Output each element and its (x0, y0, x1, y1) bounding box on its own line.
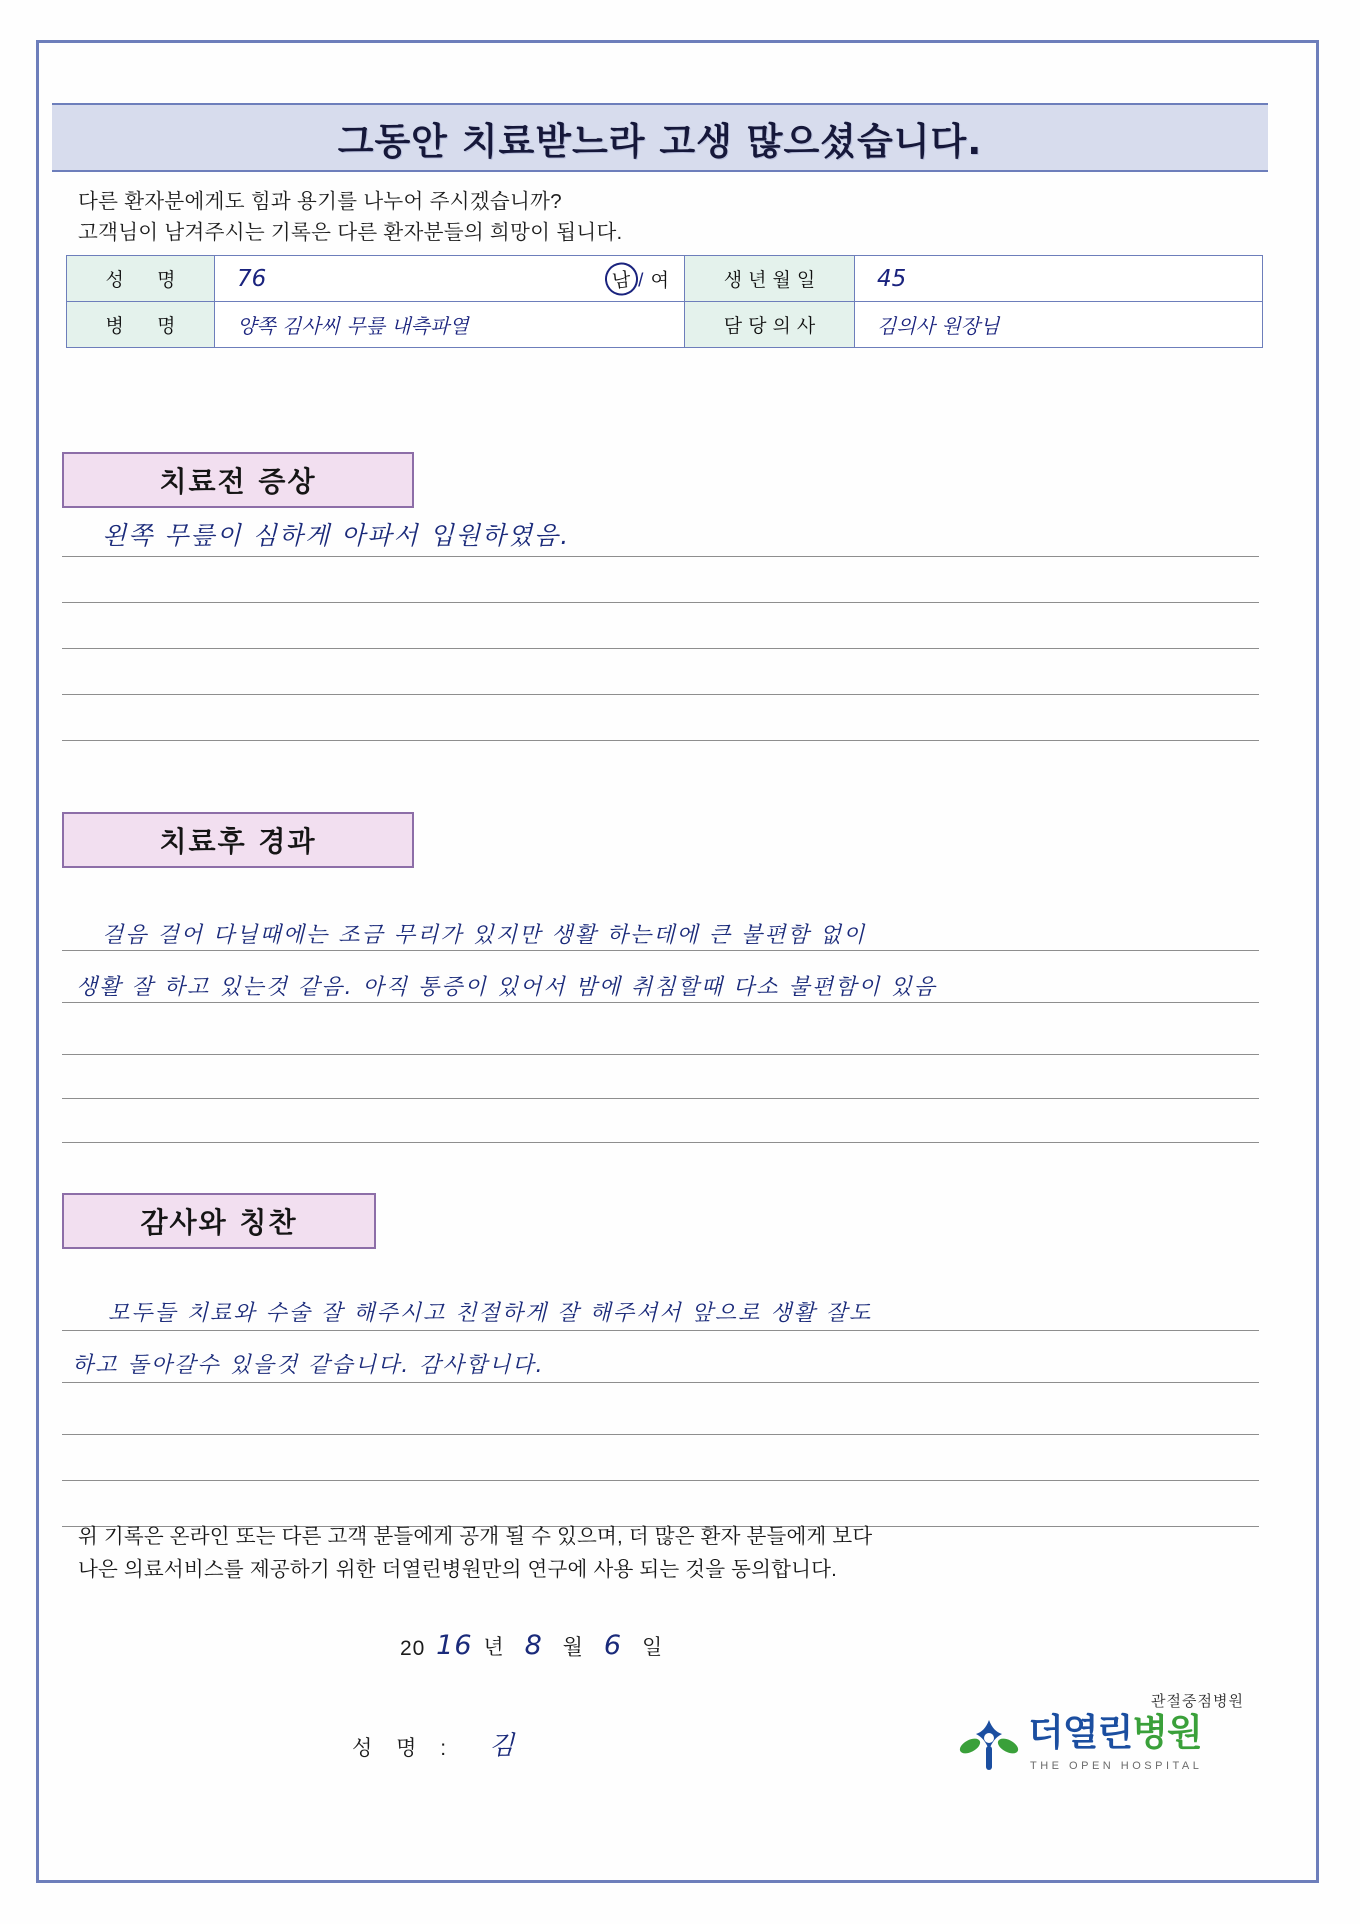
progress-handwriting-line-2: 생활 잘 하고 있는것 같음. 아직 통증이 있어서 밤에 취침할때 다소 불편함이 있음 (76, 975, 937, 1000)
date-line[interactable] (400, 1630, 663, 1661)
table-row (67, 302, 1263, 348)
progress-handwriting-line-1: 걸음 걸어 다닐때에는 조금 무리가 있지만 생활 하는데에 큰 불편함 없이 (102, 923, 867, 948)
table-row (67, 256, 1263, 302)
thanks-handwriting-line-2: 하고 돌아갈수 있을것 같습니다. 감사합니다. (72, 1353, 545, 1378)
section-heading-thanks (62, 1193, 376, 1249)
logo-subtitle: THE OPEN HOSPITAL (1030, 1760, 1203, 1772)
disease-value: 양쪽 김사씨 무릎 내측파열 (237, 314, 469, 338)
birth-value-cell[interactable] (855, 256, 1263, 302)
year-prefix: 20 (400, 1637, 426, 1660)
patient-info-table (66, 255, 1263, 348)
intro-line-1: 다른 환자분에게도 힘과 용기를 나누어 주시겠습니까? (78, 190, 562, 213)
logo-tagline: 관절중점병원 (1151, 1693, 1244, 1710)
signature-line[interactable] (352, 1725, 514, 1762)
gender-female-option[interactable]: 여 (650, 270, 670, 291)
year-field[interactable]: 16 (436, 1630, 473, 1661)
logo-name-green: 병원 (1132, 1711, 1202, 1754)
day-unit: 일 (641, 1636, 664, 1659)
logo-name-blue: 더열린 (1028, 1711, 1133, 1754)
thanks-handwriting-line-1: 모두들 치료와 수술 잘 해주시고 친절하게 잘 해주셔서 앞으로 생활 잘도 (108, 1301, 873, 1326)
title-banner (52, 103, 1268, 172)
open-hospital-mark-icon (958, 1716, 1020, 1774)
hospital-logo (950, 1690, 1250, 1810)
doctor-label: 담당의사 (685, 302, 855, 348)
section-heading-symptoms (62, 452, 414, 508)
intro-text (78, 186, 1178, 248)
name-label: 성 명 (67, 256, 215, 302)
thanks-writing-area[interactable] (62, 1301, 1259, 1530)
signature-field[interactable]: 김 (489, 1731, 515, 1761)
gender-select[interactable]: 남 / 여 (605, 262, 670, 295)
section-heading-text: 감사와 칭찬 (140, 1206, 298, 1239)
doctor-value-cell[interactable] (855, 302, 1263, 348)
gender-male-option[interactable]: 남 (603, 260, 640, 296)
progress-writing-area[interactable] (62, 923, 1259, 1150)
section-heading-progress (62, 812, 414, 868)
month-unit: 월 (562, 1636, 584, 1659)
symptoms-writing-area[interactable] (62, 521, 1259, 776)
birth-value: 45 (877, 265, 907, 292)
section-heading-text: 치료후 경과 (159, 825, 317, 858)
name-value-cell[interactable] (215, 256, 685, 302)
consent-text (78, 1520, 1208, 1586)
page-title: 그동안 치료받느라 고생 많으셨습니다. (337, 119, 983, 163)
consent-line-1: 위 기록은 온라인 또는 다른 고객 분들에게 공개 될 수 있으며, 더 많은 환자 분들에게 보다 (78, 1525, 873, 1548)
symptoms-handwriting-line-1: 왼쪽 무릎이 심하게 아파서 입원하였음. (102, 521, 571, 550)
intro-line-2: 고객님이 남겨주시는 기록은 다른 환자분들의 희망이 됩니다. (78, 221, 623, 244)
signature-label: 성 명 : (352, 1737, 456, 1760)
year-unit: 년 (483, 1636, 505, 1659)
name-value: 76 (237, 265, 267, 292)
section-heading-text: 치료전 증상 (159, 465, 317, 498)
logo-name (1028, 1711, 1202, 1754)
doctor-value: 김의사 원장님 (877, 314, 1000, 338)
disease-value-cell[interactable] (215, 302, 685, 348)
month-field[interactable]: 8 (524, 1630, 543, 1661)
consent-line-2: 나은 의료서비스를 제공하기 위한 더열린병원만의 연구에 사용 되는 것을 동의합니다. (78, 1558, 838, 1581)
day-field[interactable]: 6 (603, 1630, 623, 1661)
birth-label: 생년월일 (685, 256, 855, 302)
disease-label: 병 명 (67, 302, 215, 348)
